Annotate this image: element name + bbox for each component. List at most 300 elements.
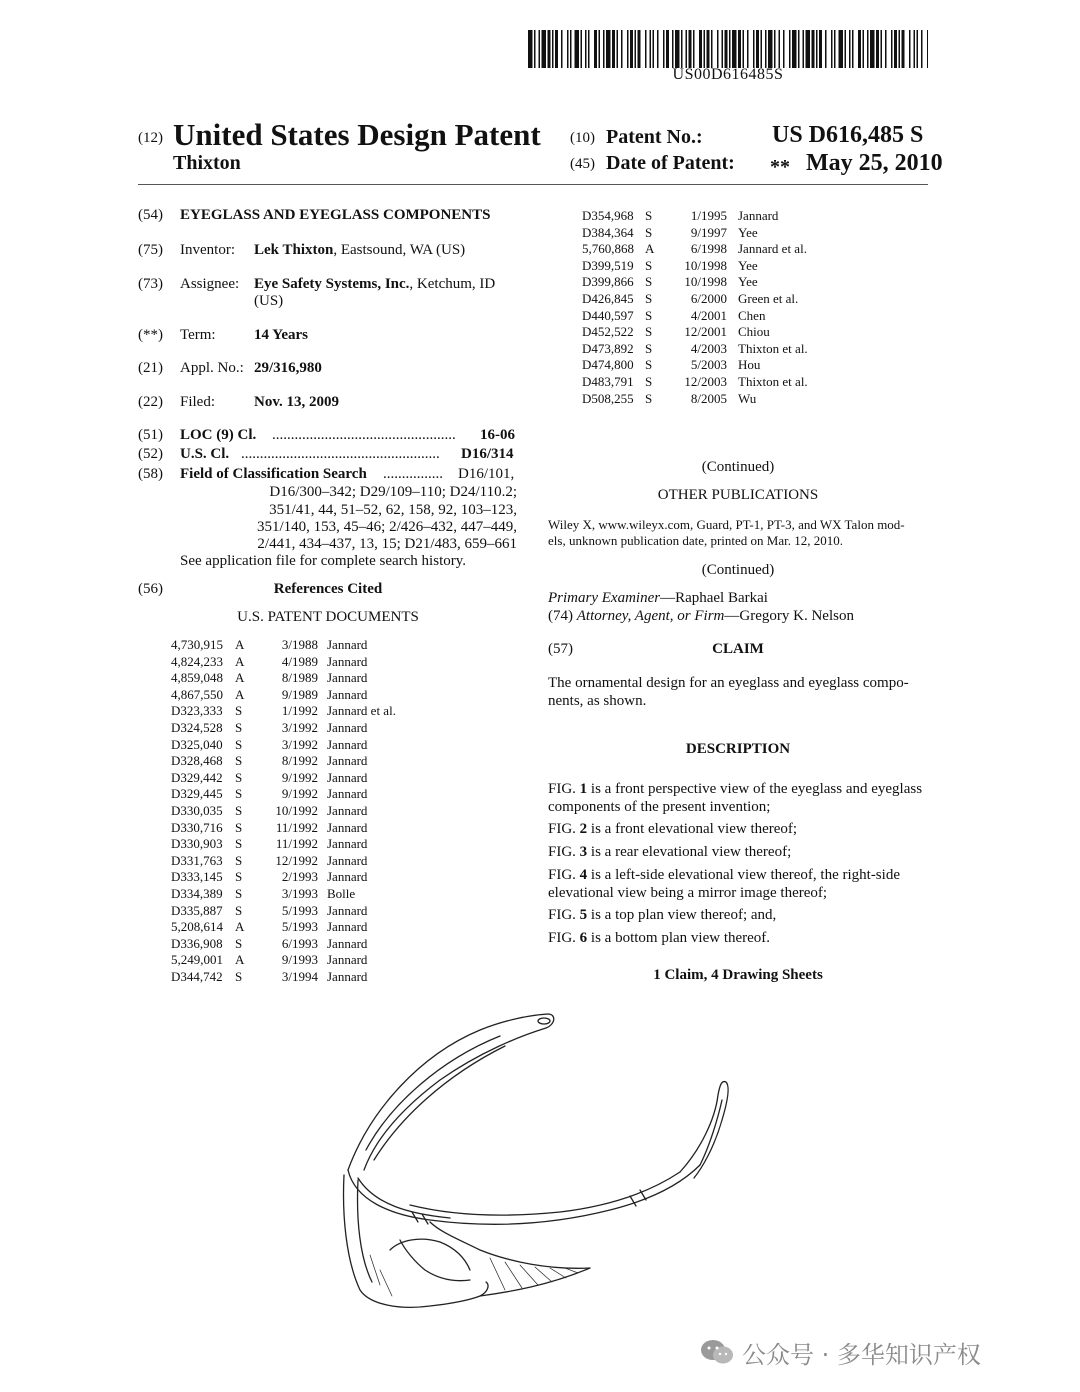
- eyeglass-drawing: [330, 1000, 750, 1320]
- reference-row: [582, 357, 842, 374]
- figure-number: 2: [579, 821, 588, 837]
- reference-row: [582, 274, 842, 291]
- ref-kind: S: [645, 291, 653, 306]
- ref-date: 12/1992: [275, 852, 318, 868]
- ref-date: 4/1989: [281, 653, 318, 669]
- ref-kind: S: [645, 390, 653, 406]
- barcode-bar: [567, 30, 569, 68]
- reference-row: [171, 753, 431, 770]
- inventor-location: , Eastsound, WA (US): [333, 242, 466, 258]
- barcode-bar: [570, 30, 572, 68]
- figure-number: 3: [579, 844, 588, 860]
- barcode-bar: [881, 30, 883, 68]
- attorney: [548, 608, 854, 625]
- wechat-icon: [700, 1338, 734, 1366]
- ref-name: Jannard et al.: [327, 703, 396, 719]
- barcode-bar: [581, 30, 583, 68]
- ref-name: Jannard: [327, 653, 368, 669]
- barcode-bar: [765, 30, 767, 68]
- barcode-bar: [575, 30, 580, 68]
- figure-text: is a top plan view thereof; and,: [587, 907, 777, 923]
- barcode-bar: [552, 30, 554, 68]
- barcode-bar: [681, 30, 683, 68]
- ref-name: Jannard: [327, 686, 368, 702]
- barcode-bar: [699, 30, 702, 68]
- figure-text: is a rear elevational view thereof;: [587, 844, 792, 860]
- barcode-bar: [789, 30, 791, 68]
- term-value: 14 Years: [254, 327, 309, 343]
- description-title: DESCRIPTION: [685, 741, 791, 757]
- claim-line-2: nents, as shown.: [548, 693, 647, 709]
- ref-number: D331,763: [171, 852, 223, 868]
- barcode-bar: [921, 30, 923, 68]
- barcode-bar: [630, 30, 633, 68]
- reference-row: [582, 291, 842, 308]
- assignee-name: Eye Safety Systems, Inc.: [254, 276, 410, 292]
- ref-date: 11/1992: [275, 836, 318, 852]
- barcode-bar: [711, 30, 713, 68]
- code-56: (56): [138, 581, 163, 597]
- ref-number: D333,145: [171, 869, 223, 885]
- figure-text: is a front elevational view thereof;: [587, 821, 798, 837]
- reference-row: [171, 703, 431, 720]
- barcode-bar: [729, 30, 731, 68]
- ref-kind: S: [235, 852, 243, 868]
- ref-number: D330,903: [171, 836, 223, 852]
- barcode-number: US00D616485S: [672, 66, 784, 83]
- ref-name: Jannard: [327, 836, 368, 852]
- barcode-bar: [747, 30, 749, 68]
- field-search-line-3: 351/140, 153, 45–46; 2/426–432, 447–449,: [256, 519, 517, 535]
- ref-date: 6/1993: [281, 935, 318, 951]
- barcode-bar: [528, 30, 533, 68]
- filed-value: Nov. 13, 2009: [254, 394, 340, 410]
- ref-date: 9/1992: [281, 786, 318, 802]
- inventor-surname: Thixton: [173, 152, 241, 174]
- figure-prefix: FIG.: [548, 907, 580, 923]
- ref-number: D508,255: [582, 390, 634, 406]
- barcode-bar: [603, 30, 605, 68]
- search-history-note: See application file for complete search history.: [180, 553, 467, 569]
- barcode-bar: [645, 30, 647, 68]
- attorney-code: (74): [548, 608, 573, 624]
- ref-date: 10/1998: [684, 257, 727, 273]
- barcode-bar: [894, 30, 897, 68]
- ref-name: Jannard: [327, 803, 368, 818]
- figure-text: is a bottom plan view thereof.: [587, 930, 771, 946]
- barcode-bar: [858, 30, 861, 68]
- ref-kind: S: [235, 753, 243, 769]
- barcode-bar: [542, 30, 547, 68]
- barcode-bar: [753, 30, 755, 68]
- ref-date: 12/2001: [684, 324, 727, 340]
- ref-number: 5,249,001: [171, 952, 223, 968]
- ref-kind: S: [235, 869, 243, 885]
- barcode-bar: [798, 30, 800, 68]
- examiner-label: Primary Examiner: [548, 590, 661, 606]
- ref-number: D474,800: [582, 357, 634, 373]
- barcode-bar: [561, 30, 563, 68]
- barcode-bar: [638, 30, 641, 68]
- ref-name: Jannard: [738, 208, 779, 223]
- ref-number: D329,442: [171, 769, 223, 785]
- ref-name: Yee: [738, 257, 758, 273]
- figure-number: 6: [579, 930, 588, 946]
- ref-date: 2/1993: [281, 869, 318, 885]
- ref-name: Jannard: [327, 736, 368, 752]
- ref-kind: S: [645, 374, 653, 389]
- field-search-line-4: 2/441, 434–437, 13, 15; D21/483, 659–661: [257, 536, 517, 552]
- barcode-bar: [689, 30, 692, 68]
- ref-date: 9/1993: [281, 952, 318, 968]
- reference-row: [171, 936, 431, 953]
- barcode-bar: [672, 30, 674, 68]
- assignee-location: , Ketchum, ID: [409, 276, 496, 292]
- ref-number: D323,333: [171, 703, 223, 719]
- patent-number: US D616,485 S: [772, 122, 924, 148]
- lens-shield: [344, 1175, 488, 1307]
- field-search-label: Field of Classification Search: [180, 466, 367, 482]
- ref-kind: S: [235, 803, 243, 818]
- ref-date: 12/2003: [684, 374, 727, 389]
- ref-name: Yee: [738, 274, 758, 290]
- ref-kind: S: [645, 357, 653, 373]
- ref-name: Yee: [738, 224, 758, 240]
- ref-kind: S: [235, 720, 243, 735]
- ref-kind: S: [645, 274, 653, 290]
- inventor-value: [254, 242, 465, 259]
- barcode-bar: [783, 30, 785, 68]
- ref-kind: A: [645, 241, 655, 257]
- ref-kind: A: [235, 637, 245, 652]
- barcode-bar: [891, 30, 893, 68]
- ref-number: 5,760,868: [582, 241, 634, 257]
- barcode-bar: [831, 30, 833, 68]
- barcode-bar: [885, 30, 887, 68]
- reference-row: [171, 737, 431, 754]
- barcode-bar: [650, 30, 652, 68]
- ref-date: 5/2003: [690, 357, 727, 373]
- ref-name: Jannard: [327, 819, 368, 835]
- ref-kind: A: [235, 670, 245, 686]
- ref-date: 3/1988: [281, 637, 318, 652]
- ref-date: 10/1992: [275, 803, 318, 818]
- reference-row: [171, 836, 431, 853]
- ref-name: Jannard: [327, 919, 368, 935]
- barcode-bar: [917, 30, 919, 68]
- claim-title: CLAIM: [712, 641, 764, 657]
- ref-date: 9/1992: [281, 769, 318, 785]
- ref-number: D344,742: [171, 969, 223, 984]
- code-73: (73): [138, 276, 163, 292]
- figure-number: 5: [579, 907, 588, 923]
- barcode-bar: [839, 30, 844, 68]
- field-search-line-2: 351/41, 44, 51–52, 62, 158, 92, 103–123,: [269, 502, 517, 518]
- ref-number: 5,208,614: [171, 919, 223, 935]
- barcode-bar: [792, 30, 797, 68]
- reference-row: [171, 903, 431, 920]
- ref-name: Jannard: [327, 720, 368, 735]
- barcode-bar: [819, 30, 822, 68]
- barcode-bar: [732, 30, 737, 68]
- barcode-bar: [657, 30, 659, 68]
- ref-number: 4,730,915: [171, 637, 223, 652]
- ref-number: D399,866: [582, 274, 634, 290]
- ref-name: Jannard: [327, 952, 368, 968]
- continued-references: (Continued): [701, 459, 775, 475]
- code-22: (22): [138, 394, 163, 410]
- ref-kind: A: [235, 686, 245, 702]
- barcode-bar: [867, 30, 869, 68]
- barcode-bar: [743, 30, 745, 68]
- barcode-bar: [621, 30, 623, 68]
- ref-date: 3/1992: [281, 736, 318, 752]
- ref-number: 4,867,550: [171, 686, 223, 702]
- barcode-bar: [845, 30, 847, 68]
- barcode-bar: [663, 30, 665, 68]
- ref-number: D335,887: [171, 902, 223, 918]
- date-label: Date of Patent:: [606, 152, 735, 174]
- barcode-bar: [803, 30, 805, 68]
- reference-row: [171, 720, 431, 737]
- right-temple-arm: [680, 1082, 728, 1178]
- barcode-bar: [761, 30, 763, 68]
- ref-number: D473,892: [582, 340, 634, 356]
- barcode-bar: [806, 30, 811, 68]
- reference-row: [582, 324, 842, 341]
- barcode-bar: [902, 30, 905, 68]
- figure-prefix: FIG.: [548, 844, 580, 860]
- inventor-name: Lek Thixton: [254, 242, 334, 258]
- ref-kind: S: [235, 902, 243, 918]
- nose-bridge: [400, 1240, 470, 1281]
- code-term: (**): [138, 327, 163, 343]
- ref-kind: S: [235, 736, 243, 752]
- ref-number: D328,468: [171, 753, 223, 769]
- figure-description: [548, 866, 900, 885]
- barcode-bar: [534, 30, 536, 68]
- attorney-label: Attorney, Agent, or Firm: [576, 608, 725, 624]
- reference-row: [171, 654, 431, 671]
- field-search-dots: ................: [383, 466, 443, 482]
- code-57: (57): [548, 641, 573, 657]
- reference-row: [171, 969, 431, 986]
- ref-date: 8/2005: [690, 390, 727, 406]
- ref-number: D440,597: [582, 307, 634, 323]
- ref-name: Jannard: [327, 935, 368, 951]
- barcode-bar: [585, 30, 587, 68]
- frame-top-bar: [348, 1165, 700, 1224]
- barcode-bar: [825, 30, 827, 68]
- barcode-bar: [722, 30, 724, 68]
- barcode-bar: [816, 30, 818, 68]
- barcode-bar: [774, 30, 776, 68]
- barcode-bar: [653, 30, 655, 68]
- continued-publications: (Continued): [701, 562, 775, 578]
- barcode-bar: [725, 30, 728, 68]
- ref-kind: S: [235, 969, 243, 984]
- ref-date: 3/1992: [281, 720, 318, 735]
- barcode-bar: [717, 30, 719, 68]
- barcode-bar: [812, 30, 815, 68]
- patent-no-label: Patent No.:: [606, 126, 703, 148]
- ref-kind: S: [235, 935, 243, 951]
- ref-name: Wu: [738, 390, 757, 406]
- figure-description: [548, 906, 776, 925]
- filed-label: Filed:: [180, 394, 216, 410]
- ref-kind: A: [235, 952, 245, 968]
- reference-row: [582, 241, 842, 258]
- ref-number: D399,519: [582, 257, 634, 273]
- figure-text-continued: elevational view being a mirror image thereof;: [548, 885, 828, 901]
- ref-date: 10/1998: [684, 274, 727, 290]
- barcode-bar: [834, 30, 836, 68]
- barcode-bar: [870, 30, 875, 68]
- primary-examiner: [548, 590, 768, 607]
- ref-name: Jannard: [327, 670, 368, 686]
- ref-name: Jannard et al.: [738, 241, 807, 257]
- ref-number: D330,716: [171, 819, 223, 835]
- barcode-bar: [779, 30, 781, 68]
- ref-name: Jannard: [327, 869, 368, 885]
- ref-date: 6/2000: [690, 291, 727, 306]
- ref-name: Bolle: [327, 886, 356, 901]
- ref-kind: S: [645, 224, 653, 240]
- reference-row: [171, 786, 431, 803]
- reference-row: [171, 869, 431, 886]
- attorney-name: —Gregory K. Nelson: [724, 608, 854, 624]
- ref-number: D426,845: [582, 291, 634, 306]
- ref-kind: S: [645, 340, 653, 356]
- ref-date: 1/1992: [281, 703, 318, 719]
- barcode-bar: [768, 30, 773, 68]
- barcode-bar: [849, 30, 851, 68]
- reference-row: [582, 258, 842, 275]
- code-58: (58): [138, 466, 163, 482]
- barcode-bar: [927, 30, 928, 68]
- ref-date: 8/1992: [281, 753, 318, 769]
- assignee-value: [254, 276, 495, 293]
- ref-date: 9/1997: [690, 224, 727, 240]
- ref-name: Thixton et al.: [738, 374, 808, 389]
- us-cl-dots: .....................................................: [241, 446, 440, 462]
- ref-name: Jannard: [327, 637, 368, 652]
- barcode-bar: [914, 30, 916, 68]
- reference-row: [582, 308, 842, 325]
- ref-number: D334,389: [171, 886, 223, 901]
- barcode-bar: [599, 30, 601, 68]
- reference-row: [171, 687, 431, 704]
- left-temple-arm: [348, 1014, 554, 1170]
- code-45: (45): [570, 156, 595, 172]
- ref-date: 5/1993: [281, 902, 318, 918]
- code-52: (52): [138, 446, 163, 462]
- ref-number: D384,364: [582, 224, 634, 240]
- patent-date: May 25, 2010: [806, 150, 943, 176]
- ref-kind: S: [645, 257, 653, 273]
- barcode-bar: [863, 30, 865, 68]
- watermark-text: 公众号 · 多华知识产权: [742, 1340, 981, 1369]
- us-patent-documents-title: U.S. PATENT DOCUMENTS: [237, 609, 419, 625]
- ref-name: Chen: [738, 307, 766, 323]
- references-cited-title: References Cited: [273, 581, 383, 597]
- barcode-bar: [899, 30, 901, 68]
- barcode-bar: [539, 30, 541, 68]
- document-title: United States Design Patent: [173, 117, 541, 152]
- us-cl-label: U.S. Cl.: [180, 446, 230, 462]
- ref-number: D483,791: [582, 374, 634, 389]
- reference-row: [582, 391, 842, 408]
- ref-date: 5/1993: [281, 919, 318, 935]
- ref-number: D324,528: [171, 720, 223, 735]
- code-10: (10): [570, 130, 595, 146]
- barcode-bar: [704, 30, 706, 68]
- reference-row: [582, 374, 842, 391]
- watermark: [700, 1330, 1050, 1374]
- ref-kind: S: [645, 208, 653, 223]
- barcode-bar: [909, 30, 911, 68]
- code-12: (12): [138, 130, 163, 146]
- figure-number: 1: [579, 781, 588, 797]
- claim-line-1: The ornamental design for an eyeglass and eyeglass compo-: [548, 675, 909, 691]
- ref-date: 1/1995: [690, 208, 727, 223]
- ref-kind: S: [235, 836, 243, 852]
- header-rule: [138, 184, 928, 185]
- claims-summary: 1 Claim, 4 Drawing Sheets: [653, 967, 823, 983]
- publication-line-1: Wiley X, www.wileyx.com, Guard, PT-1, PT-3, and WX Talon mod-: [548, 517, 905, 532]
- barcode-bar: [876, 30, 879, 68]
- barcode-bar: [707, 30, 710, 68]
- reference-row: [582, 225, 842, 242]
- ref-kind: A: [235, 653, 245, 669]
- barcode-bar: [606, 30, 611, 68]
- barcode-bar: [756, 30, 759, 68]
- figure-prefix: FIG.: [548, 867, 580, 883]
- barcode-bar: [635, 30, 637, 68]
- ref-number: D325,040: [171, 736, 223, 752]
- ref-kind: S: [235, 769, 243, 785]
- ref-name: Thixton et al.: [738, 340, 808, 356]
- field-search-value: D16/101,: [458, 466, 515, 482]
- ref-date: 6/1998: [690, 241, 727, 257]
- other-publications-title: OTHER PUBLICATIONS: [657, 487, 819, 503]
- ref-date: 9/1989: [281, 686, 318, 702]
- ref-name: Jannard: [327, 852, 368, 868]
- figure-prefix: FIG.: [548, 781, 580, 797]
- barcode-bar: [612, 30, 615, 68]
- barcode-bar: [588, 30, 590, 68]
- inventor-label: Inventor:: [180, 242, 235, 258]
- loc-value: 16-06: [480, 427, 515, 443]
- code-75: (75): [138, 242, 163, 258]
- code-21: (21): [138, 360, 163, 376]
- ref-number: D354,968: [582, 208, 634, 223]
- barcode-bar: [738, 30, 741, 68]
- ref-date: 3/1994: [281, 969, 318, 984]
- ref-name: Green et al.: [738, 291, 799, 306]
- barcode-bar: [852, 30, 854, 68]
- ref-date: 8/1989: [281, 670, 318, 686]
- barcode-bar: [627, 30, 629, 68]
- loc-label: LOC (9) Cl.: [180, 427, 257, 443]
- barcode-bar: [617, 30, 619, 68]
- field-search-line-1: D16/300–342; D29/109–110; D24/110.2;: [269, 484, 517, 500]
- ref-number: D330,035: [171, 803, 223, 818]
- ref-kind: S: [235, 786, 243, 802]
- code-54: (54): [138, 207, 163, 223]
- ref-number: 4,824,233: [171, 653, 223, 669]
- figure-prefix: FIG.: [548, 930, 580, 946]
